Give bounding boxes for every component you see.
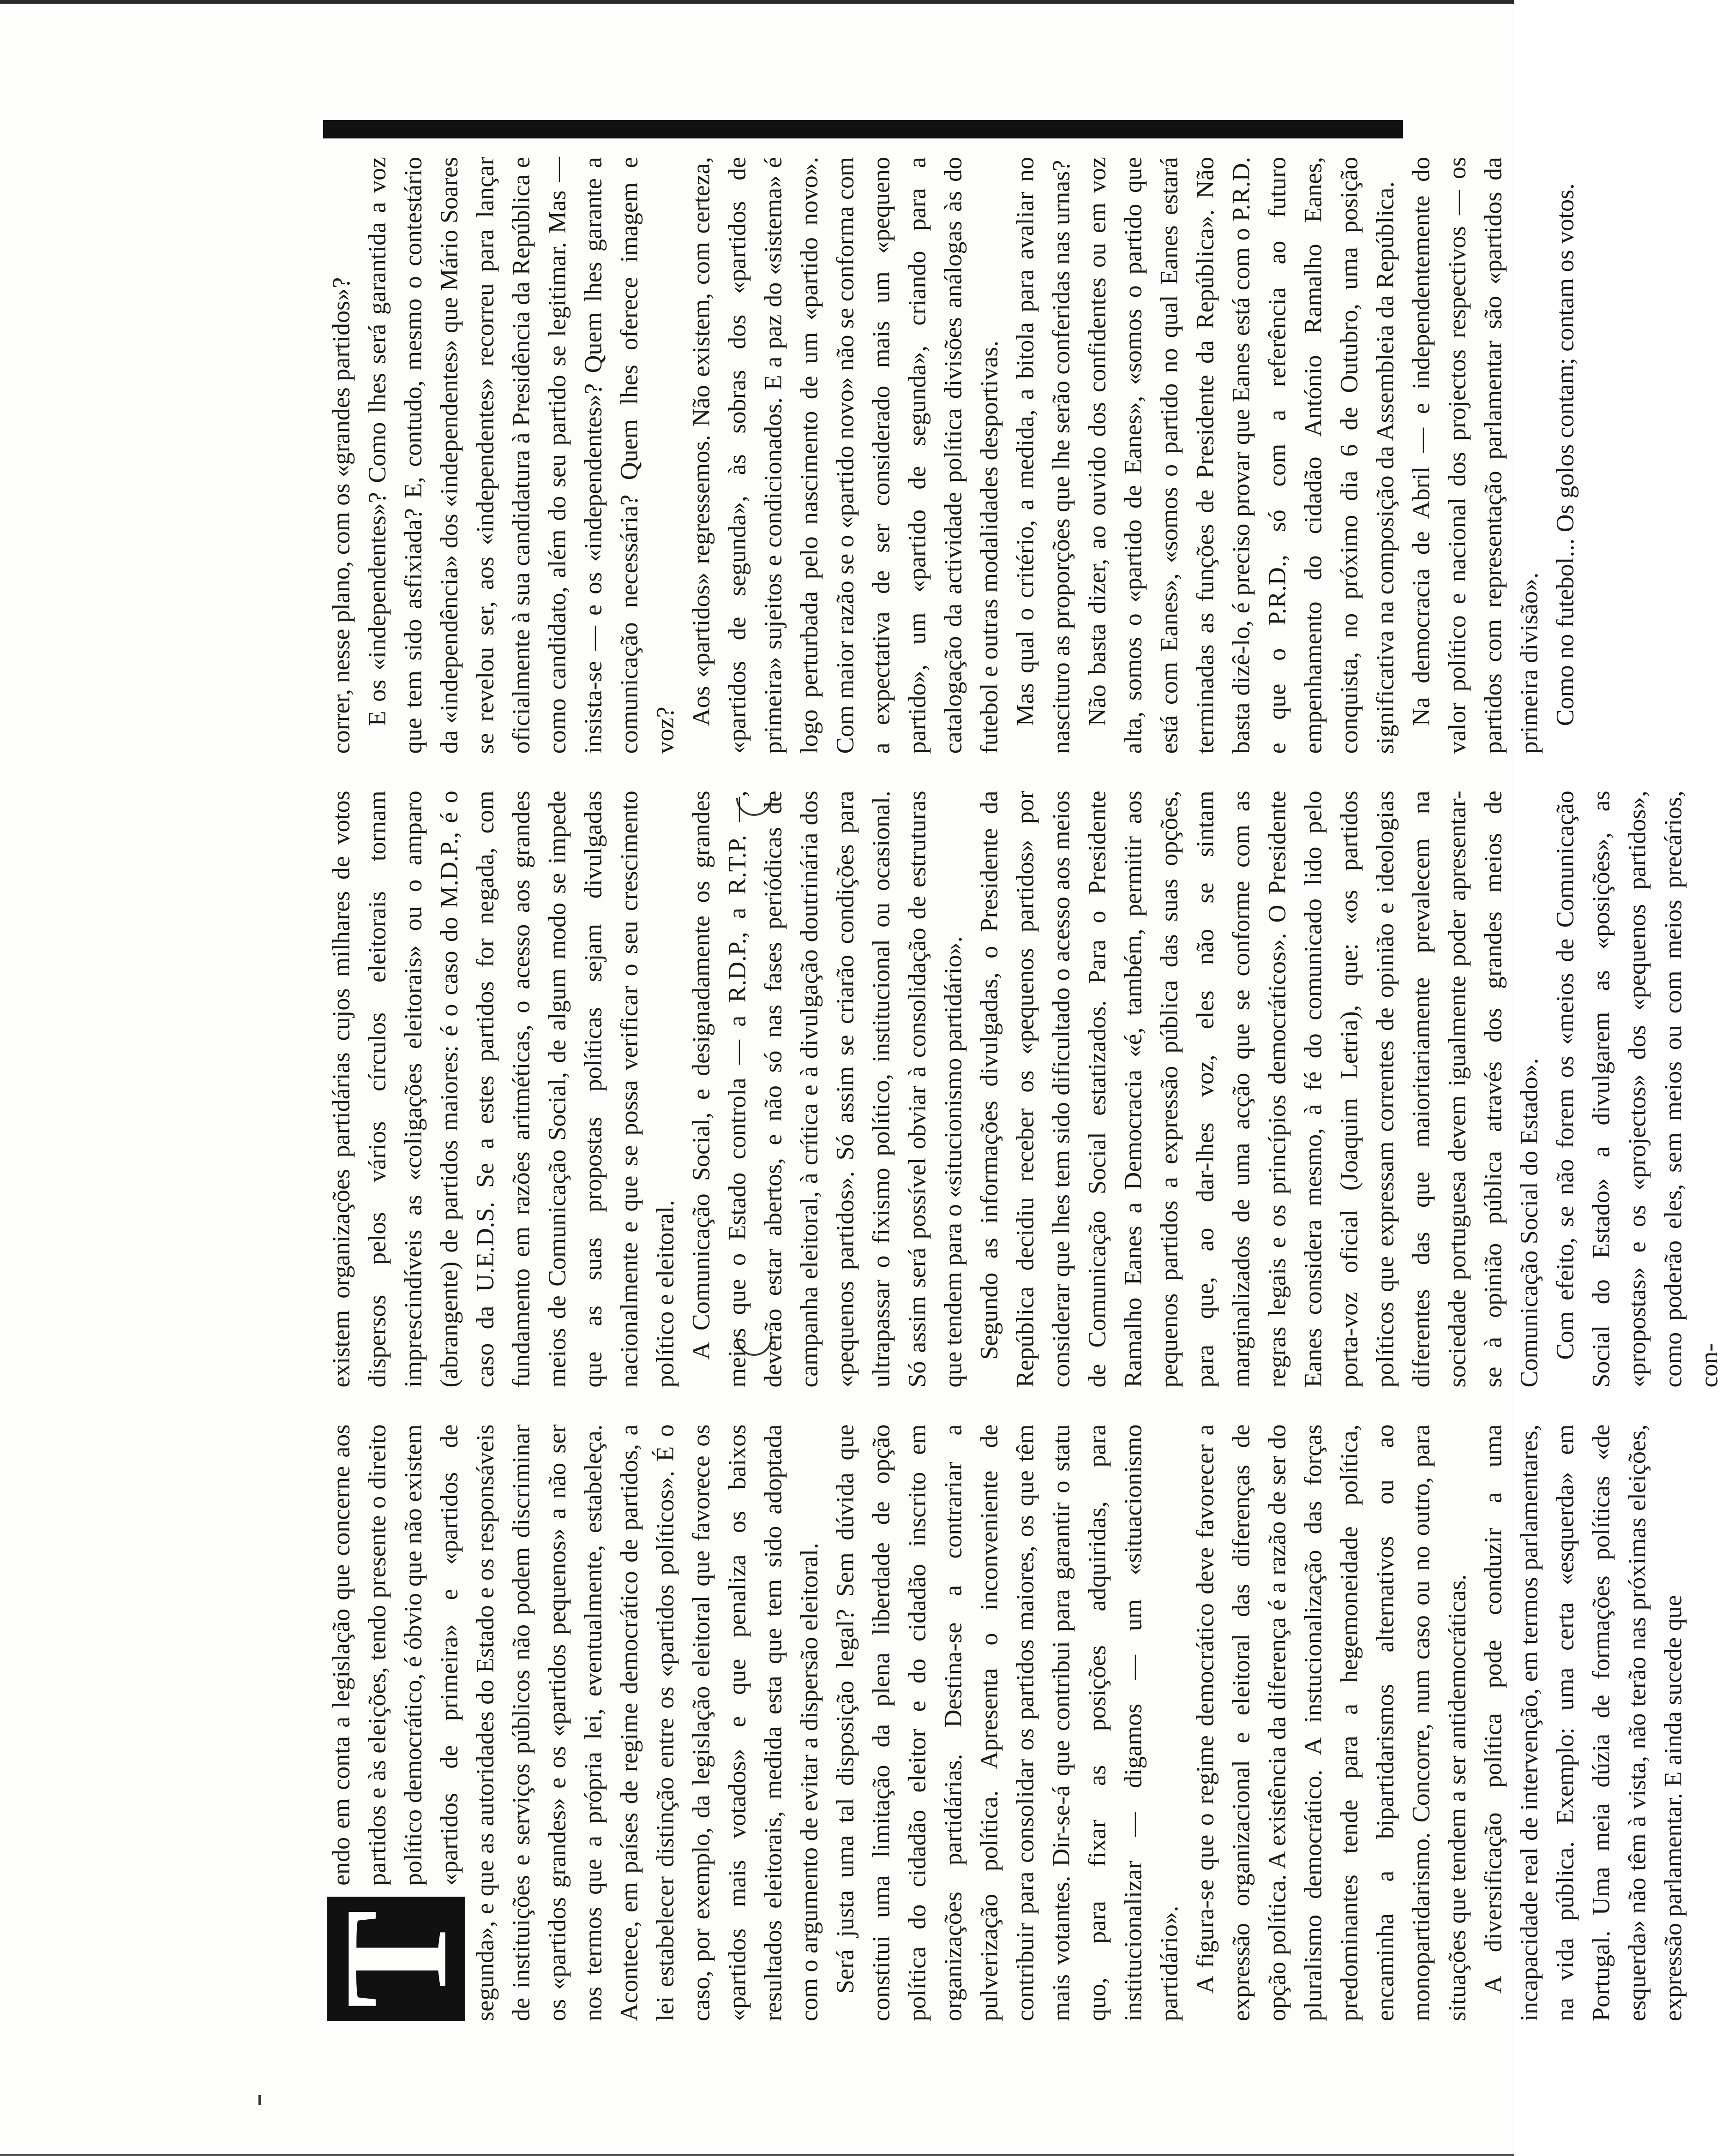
paragraph: Aos «partidos» regressemos. Não existem, com certeza, «partidos de segunda», às sobras dos «partidos de primeira» sujeitos e condicionados. E a paz do «sistema» é logo perturbada pelo nascimento de um «partido novo». Com maior razão se o «partido novo» não se conforma com a expectativa de ser considerado mais um «pequeno partido», um «partido de segunda», criando para a catalogação da actividade política divisões análogas às do futebol e outras modalidades desportivas.	[687, 157, 1003, 754]
paragraph: Na democracia de Abril — e independentemente do valor político e nacional dos projectos respectivos — os partidos com representação parlamentar são «partidos da primeira divisão».	[1407, 157, 1543, 754]
paragraph: A figura-se que o regime democrático deve favorecer a expressão organizacional e eleitoral das diferenças de opção política. A existência da diferença é a razão de ser do pluralismo democrático. A instucionalização das forças predominantes tende para a hegemoneidade política, encaminha a bipartidarismos alternativos ou ao monopartidarismo. Concorre, num caso ou no outro, para situações que tendem a ser antidemocráticas.	[1191, 1424, 1471, 2021]
paragraph: A diversificação política pode conduzir a uma incapacidade real de intervenção, em termos parlamentares, na vida pública. Exemplo: uma certa «esquerda» em Portugal. Uma meia dúzia de formações políticas «de esquerda» não têm à vista, não terão nas próximas eleições, expressão parlamentar. E ainda sucede que	[1479, 1424, 1687, 2021]
paragraph: Será justa uma tal disposição legal? Sem dúvida que constitui uma limitação da plena liberdade de opção política do cidadão eleitor e do cidadão inscrito em organizações partidárias. Destina-se a contrariar a pulverização política. Apresenta o inconveniente de contribuir para consolidar os partidos maiores, os que têm mais votantes. Dir-se-á que contribui para garantir o statu quo, para fixar as posições adquiridas, para institucionalizar — digamos — um «situacionismo partidário».	[831, 1424, 1183, 2021]
paragraph-text: endo em conta a legislação que concerne aos partidos e às eleições, tendo presente o direito político democrático, é óbvio que não existem «partidos de primeira» e «partidos de segunda», e que as autoridades do Estado e os responsáveis de instituições e serviços públicos não podem discriminar os «partidos grandes» e os «partidos pequenos» a não ser nos termos que a própria lei, eventualmente, estabeleça. Acontece, em países de regime democrático de partidos, a lei estabelecer distinção entre os «partidos políticos». É o caso, por exemplo, da legislação eleitoral que favorece os «partidos mais votados» e que penaliza os baixos resultados eleitorais, medida esta que tem sido adoptada com o argumento de evitar a dispersão eleitoral.	[327, 1424, 823, 2021]
rotated-article	[314, 120, 1723, 2021]
paragraph: A Comunicação Social, e designadamente os grandes meios que o Estado controla — a R.D.P., a R.T.P. —, deverão estar abertos, e não só nas fases periódicas de campanha eleitoral, à crítica e à divulgação doutrinária dos «pequenos partidos». Só assim se criarão condições para ultrapassar o fixismo político, institucional ou ocasional. Só assim será possível obviar à consolidação de estruturas que tendem para o «situcionismo partidário».	[687, 791, 967, 1388]
column-2	[323, 791, 1723, 1388]
scan-bottom-edge	[0, 2154, 1514, 2156]
paragraph: Segundo as informações divulgadas, o Presidente da República decidiu receber os «pequenos partidos» por considerar que lhes tem sido dificultado o acesso aos meios de Comunicação Social estatizados. Para o Presidente Ramalho Eanes a Democracia «é, também, permitir aos pequenos partidos a expressão pública das suas opções, para que, ao dar-lhes voz, eles não se sintam marginalizados de uma acção que se conforme com as regras legais e os princípios democráticos». O Presidente Eanes considera mesmo, à fé do comunicado lido pelo porta-voz oficial (Joaquim Letria), que: «os partidos políticos que expressam correntes de opinião e ideologias diferentes das que maioritariamente prevalecem na sociedade portuguesa devem igualmente poder apresentar-se à opinião pública através dos grandes meios de Comunicação Social do Estado».	[975, 791, 1543, 1388]
column-3	[323, 157, 1579, 754]
article-columns	[314, 157, 1723, 2021]
article-top-rule	[323, 120, 1403, 138]
paragraph: Mas qual o critério, a medida, a bitola para avaliar no nascituro as proporções que lhe serão conferidas nas urnas?	[1011, 157, 1075, 754]
scan-speck	[258, 2095, 261, 2105]
paragraph	[314, 1424, 827, 2021]
paragraph: correr, nesse plano, com os «grandes partidos»?	[327, 277, 355, 754]
column-1	[314, 1424, 1687, 2021]
paragraph: E os «independentes»? Como lhes será garantida a voz que tem sido asfixiada? E, contudo, mesmo o contestário da «independência» dos «independentes» que Mário Soares se revelou ser, aos «independentes» recorreu para lançar oficialmente à sua candidatura à Presidência da República e como candidato, além do seu partido se legitimar. Mas — insista-se — e os «independentes»? Quem lhes garante a comunicação necessária? Quem lhes oferece imagem e voz?	[363, 157, 679, 754]
paragraph: Não basta dizer, ao ouvido dos confidentes ou em voz alta, somos o «partido de Eanes», «somos o partido que está com Eanes», «somos o partido no qual Eanes estará terminadas as funções de Presidente da República». Não basta dizê-lo, é preciso provar que Eanes está com o P.R.D. e que o P.R.D., só com a referência ao futuro empenhamento do cidadão António Ramalho Eanes, conquista, no próximo dia 6 de Outubro, uma posição significativa na composição da Assembleia da República.	[1083, 157, 1399, 754]
paragraph: Como no futebol... Os golos contam; contam os votos.	[1551, 183, 1579, 726]
article-frame	[314, 120, 1723, 2021]
drop-cap: T	[327, 1897, 465, 2021]
paragraph: Com efeito, se não forem os «meios de Comunicação Social do Estado» a divulgarem as «posições», as «propostas» e os «projectos» dos «pequenos partidos», como poderão eles, sem meios ou com meios precários, con-	[1551, 791, 1723, 1388]
paragraph: existem organizações partidárias cujos milhares de votos dispersos pelos vários círculos eleitorais tornam imprescindíveis as «coligações eleitorais» ou o amparo (abrangente) de partidos maiores: é o caso do M.D.P., é o caso da U.E.D.S. Se a estes partidos for negada, com fundamento em razões aritméticas, o acesso aos grandes meios de Comunicação Social, de algum modo se impede que as suas propostas políticas sejam divulgadas nacionalmente e que se possa verificar o seu crescimento político e eleitoral.	[327, 791, 679, 1388]
scan-top-edge	[0, 0, 1514, 4]
